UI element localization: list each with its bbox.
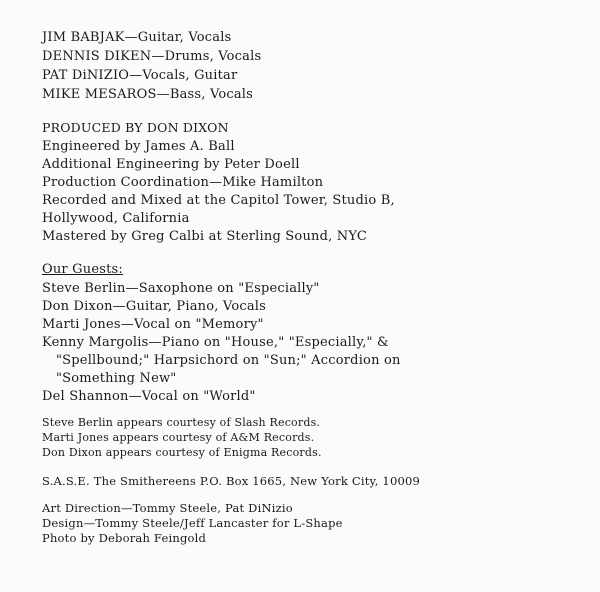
production-credit: Engineered by James A. Ball bbox=[42, 139, 235, 154]
art-credit: Art Direction—Tommy Steele, Pat DiNizio bbox=[42, 501, 293, 515]
band-member: DENNIS DIKEN—Drums, Vocals bbox=[42, 49, 262, 64]
production-credit: Additional Engineering by Peter Doell bbox=[42, 157, 300, 172]
guest-credit: "Spellbound;" Harpsichord on "Sun;" Accordion on bbox=[56, 353, 401, 368]
production-credit: Recorded and Mixed at the Capitol Tower, Studio B, bbox=[42, 193, 395, 208]
guests-heading: Our Guests: bbox=[42, 262, 123, 277]
courtesy-note: Don Dixon appears courtesy of Enigma Records. bbox=[42, 446, 322, 459]
band-member: MIKE MESAROS—Bass, Vocals bbox=[42, 87, 254, 102]
art-credit: Design—Tommy Steele/Jeff Lancaster for L-Shape bbox=[42, 516, 343, 530]
production-credit: Hollywood, California bbox=[42, 211, 190, 226]
production-credit: Production Coordination—Mike Hamilton bbox=[42, 175, 324, 190]
producer-heading: PRODUCED BY DON DIXON bbox=[42, 120, 229, 135]
band-member: JIM BABJAK—Guitar, Vocals bbox=[42, 30, 232, 45]
courtesy-note: Marti Jones appears courtesy of A&M Records. bbox=[42, 431, 315, 444]
courtesy-note: Steve Berlin appears courtesy of Slash Records. bbox=[42, 416, 321, 429]
guest-credit: Del Shannon—Vocal on "World" bbox=[42, 389, 256, 404]
sase-address: S.A.S.E. The Smithereens P.O. Box 1665, New York City, 10009 bbox=[42, 474, 421, 488]
guest-credit: Steve Berlin—Saxophone on "Especially" bbox=[42, 281, 320, 296]
guest-credit: Don Dixon—Guitar, Piano, Vocals bbox=[42, 299, 267, 314]
band-member: PAT DiNIZIO—Vocals, Guitar bbox=[42, 68, 238, 83]
guest-credit: "Something New" bbox=[56, 371, 177, 386]
guest-credit: Marti Jones—Vocal on "Memory" bbox=[42, 317, 264, 332]
art-credit: Photo by Deborah Feingold bbox=[42, 531, 207, 545]
guest-credit: Kenny Margolis—Piano on "House," "Especially," & bbox=[42, 335, 389, 350]
production-credit: Mastered by Greg Calbi at Sterling Sound, NYC bbox=[42, 229, 368, 244]
